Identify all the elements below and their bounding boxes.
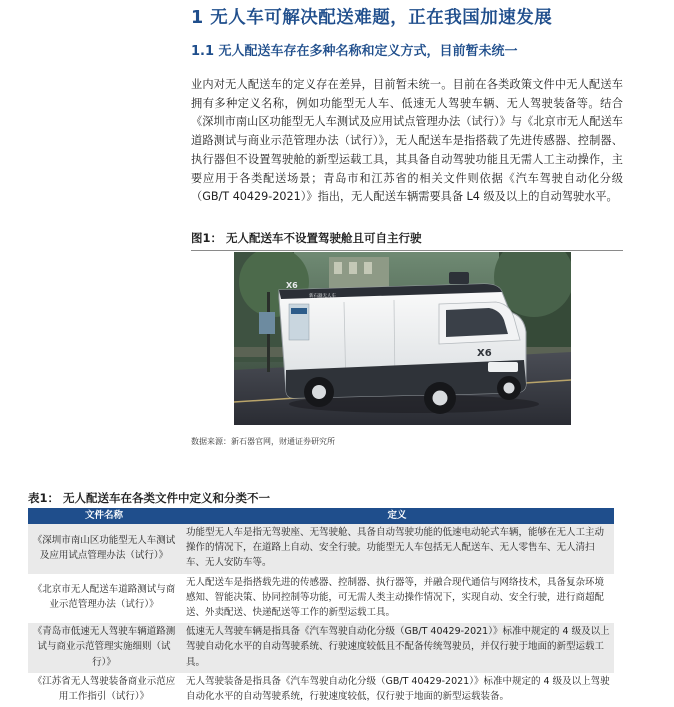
section-heading: 1 无人车可解决配送难题，正在我国加速发展	[191, 8, 553, 28]
figure-title: 图1： 无人配送车不设置驾驶舱且可自主行驶	[191, 230, 623, 251]
figure-source: 数据来源：新石器官网，财通证券研究所	[191, 437, 335, 446]
definition-cell: 功能型无人车是指无驾驶座、无驾驶舱、具备自动驾驶功能的低速电动轮式车辆，能够在无人工主动操作的情况下，在道路上自动、安全行驶。功能型无人车包括无人配送车、无人零售车、无人清扫车、无人安防车等。	[180, 524, 614, 574]
table-row	[28, 623, 614, 673]
subsection-heading: 1.1 无人配送车存在多种名称和定义方式，目前暂未统一	[191, 44, 518, 59]
definition-cell: 低速无人驾驶车辆是指具备《汽车驾驶自动化分级（GB/T 40429-2021）》标准中规定的 4 级及以上驾驶自动化水平的自动驾驶系统、行驶速度较低且不配备传统驾驶员，并仅行驶于地面的新型运载工具。	[180, 623, 614, 673]
definitions-table	[28, 508, 614, 707]
vehicle-model-label: X6	[286, 281, 298, 290]
table-row	[28, 524, 614, 574]
file-name-cell: 《深圳市南山区功能型无人车测试及应用试点管理办法（试行）》	[28, 524, 180, 574]
file-name-cell: 《江苏省无人驾驶装备商业示范应用工作指引（试行）》	[32, 675, 176, 703]
vehicle-brand-label: 新石器无人车	[309, 294, 336, 299]
table-title: 表1： 无人配送车在各类文件中定义和分类不一	[28, 491, 271, 505]
table-row	[28, 673, 614, 707]
file-name-cell: 《北京市无人配送车道路测试与商业示范管理办法（试行）》	[32, 584, 176, 611]
body-paragraph: 业内对无人配送车的定义存在差异，目前暂未统一。目前在各类政策文件中无人配送车拥有多种定义名称，例如功能型无人车、低速无人驾驶车辆、无人驾驶装备等。结合《深圳市南山区功能型无人车测试及应用试点管理办法（试行）》与《北京市无人配送车道路测试与商业示范管理办法（试行）》，无人配送车是指搭载了先进传感器、控制器、执行器但不设置驾驶舱的新型运载工具，其具备自动驾驶功能且无需人工主动操作，主要应用于各类配送场景；青岛市和江苏省的相关文件则依据《汽车驾驶自动化分级（GB/T 40429-2021）》指出，无人配送车辆需要具备 L4 级及以上的自动驾驶水平。	[191, 78, 623, 204]
definition-cell: 无人驾驶装备是指具备《汽车驾驶自动化分级（GB/T 40429-2021）》标准中规定的 4 级及以上驾驶自动化水平的自动驾驶系统，行驶速度较低，仅行驶于地面的新型运载装备。	[186, 675, 610, 703]
table-row	[28, 574, 614, 624]
definition-cell: 无人配送车是指搭载先进的传感器、控制器、执行器等，并融合现代通信与网络技术，具备复杂环境感知、智能决策、协同控制等功能，可无需人类主动操作情况下，实现自动、安全行驶，进行商超配送、外卖配送、快递配送等工作的新型运载工具。	[186, 576, 605, 619]
delivery-vehicle-photo	[234, 252, 571, 425]
file-name-cell: 《青岛市低速无人驾驶车辆道路测试与商业示范管理实施细则（试行）》	[28, 623, 180, 673]
column-header-file: 文件名称	[28, 508, 180, 524]
column-header-definition: 定义	[180, 508, 614, 524]
vehicle-model-side: X6	[477, 348, 492, 359]
